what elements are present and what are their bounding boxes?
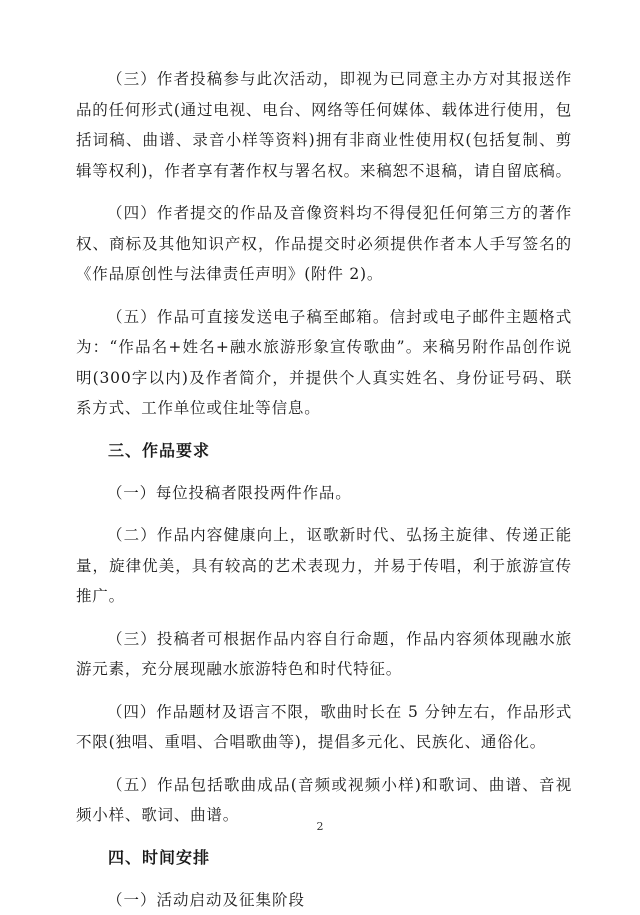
section-heading-schedule: 四、时间安排 xyxy=(108,847,211,867)
paragraph-email-submission: （五）作品可直接发送电子稿至邮箱。信封或电子邮件主题格式为：“作品名+姓名+融水旅游形象宣传歌曲”。来稿另附作品创作说明(300字以内)及作者简介，并提供个人真实姓名、身份证号码、联系方式、工作单位或住址等信息。 xyxy=(76,307,572,417)
requirement-item: （二）作品内容健康向上，讴歌新时代、弘扬主旋律、传递正能量，旋律优美，具有较高的艺术表现力，并易于传唱，利于旅游宣传推广。 xyxy=(76,526,572,605)
requirement-item: （四）作品题材及语言不限，歌曲时长在 5 分钟左右，作品形式不限(独唱、重唱、合唱歌曲等)，提倡多元化、民族化、通俗化。 xyxy=(76,702,572,751)
requirement-item: （一）每位投稿者限投两件作品。 xyxy=(107,483,352,502)
schedule-sub-heading: （一）活动启动及征集阶段 xyxy=(107,890,306,909)
section-heading-requirements: 三、作品要求 xyxy=(108,440,211,460)
requirement-item: （三）投稿者可根据作品内容自行命题，作品内容须体现融水旅游元素，充分展现融水旅游特色和时代特征。 xyxy=(76,629,572,678)
document-body xyxy=(76,64,572,915)
paragraph-submission-rights: （三）作者投稿参与此次活动，即视为已同意主办方对其报送作品的任何形式(通过电视、电台、网络等任何媒体、载体进行使用，包括词稿、曲谱、录音小样等资料)拥有非商业性使用权(包括复制、剪辑等权利)，作者享有著作权与署名权。来稿恕不退稿，请自留底稿。 xyxy=(76,70,572,180)
page-number: 2 xyxy=(316,820,324,833)
requirement-item: （五）作品包括歌曲成品(音频或视频小样)和歌词、曲谱、音视频小样、歌词、曲谱。 xyxy=(76,775,572,824)
paragraph-copyright-declaration: （四）作者提交的作品及音像资料均不得侵犯任何第三方的著作权、商标及其他知识产权，作品提交时必须提供作者本人手写签名的《作品原创性与法律责任声明》(附件 2)。 xyxy=(76,204,572,283)
